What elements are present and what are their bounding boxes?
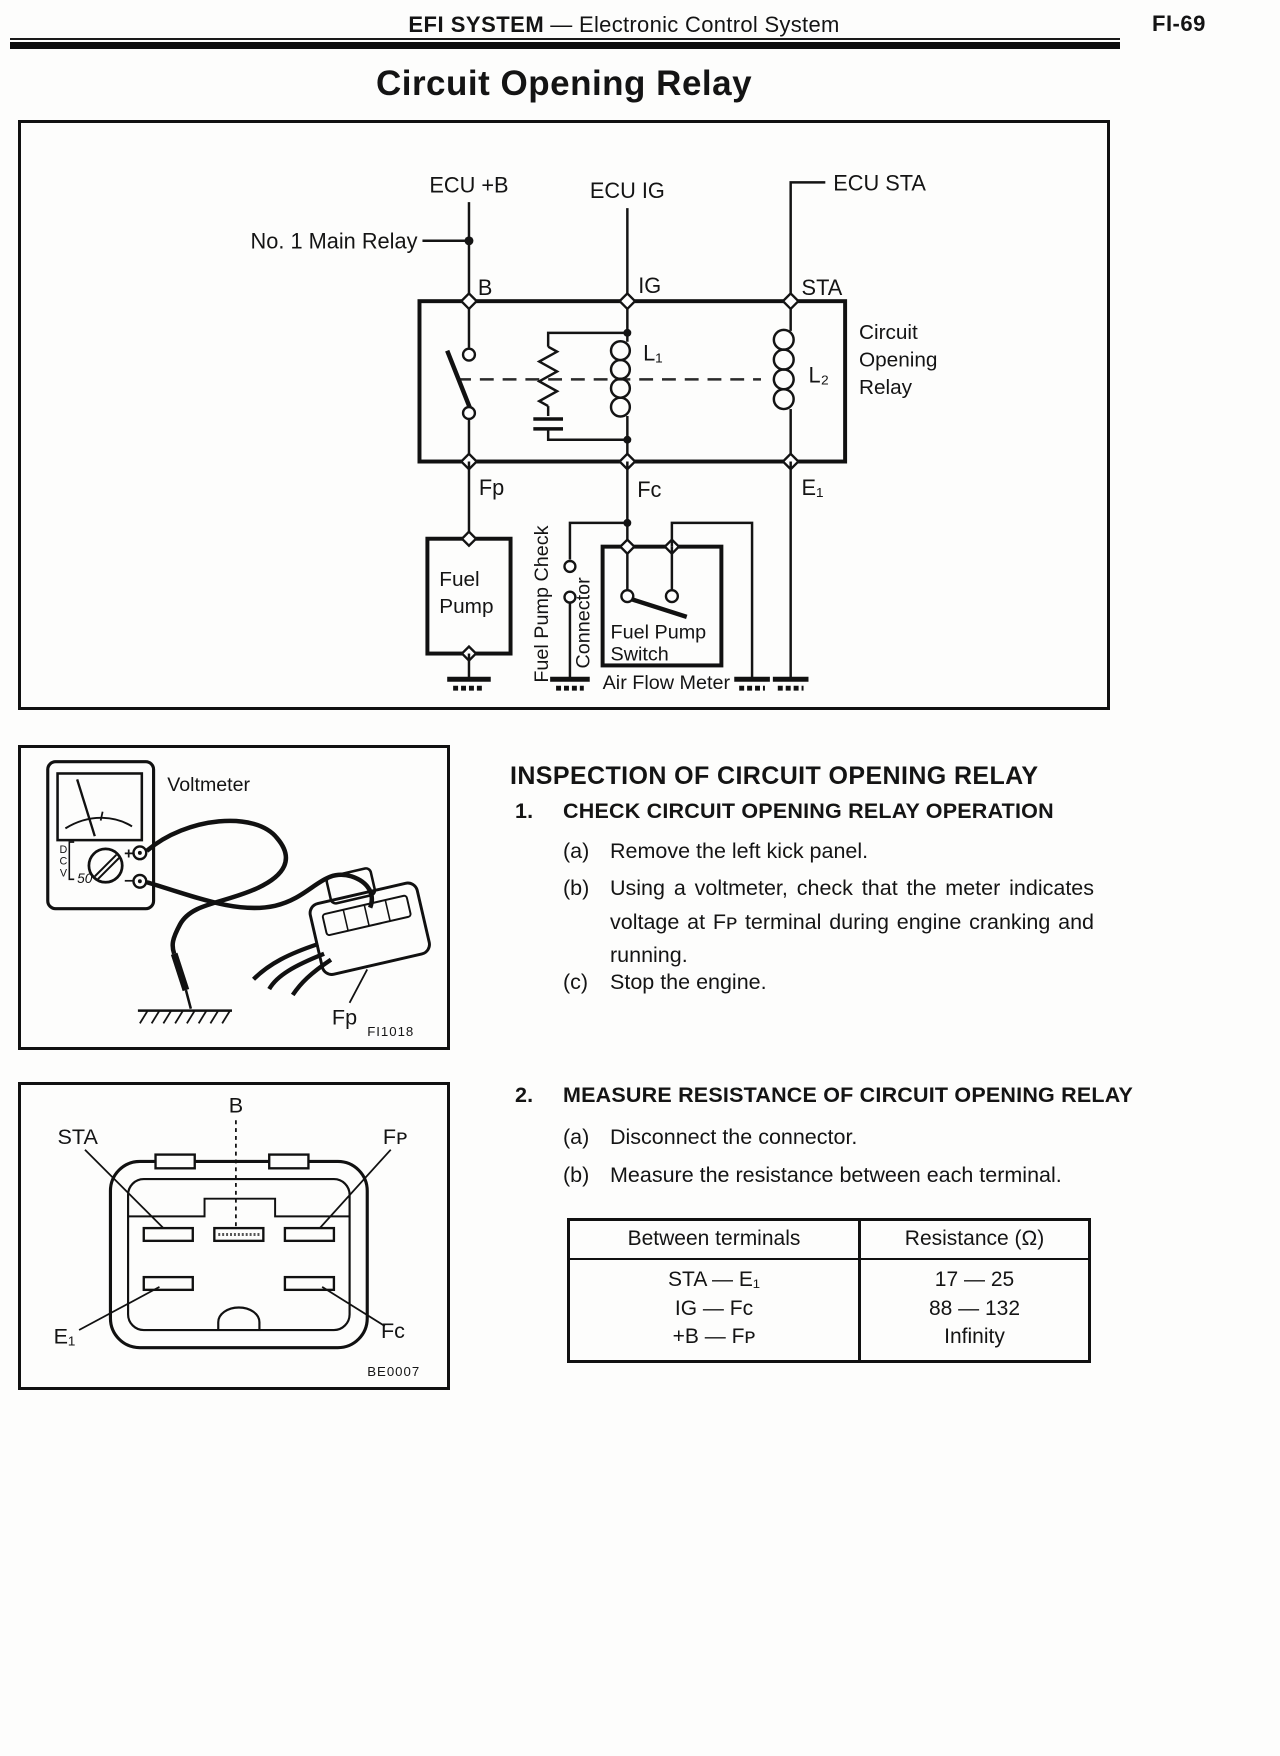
step2b-text: Measure the resistance between each terminal. [610, 1163, 1062, 1187]
l1-loop1 [611, 341, 630, 360]
table-header-resistance: Resistance (Ω) [904, 1227, 1045, 1250]
table-header-row [570, 1221, 1088, 1260]
fuel-pump-switch-label-line1: Fuel Pump [610, 621, 707, 644]
figure-id: BE0007 [367, 1364, 421, 1380]
header-rule-thick [10, 42, 1120, 49]
slot-fp [285, 1228, 334, 1241]
fp-terminal-label: Fᴘ [382, 1123, 408, 1149]
dcv-letter-v: V [59, 867, 68, 880]
fc-leader-line [322, 1287, 385, 1326]
dcv-letter-c: C [59, 855, 68, 868]
table-cell: +B — Fᴘ [672, 1325, 756, 1348]
range-dial-slot1 [95, 855, 117, 877]
dcv-letter-d: D [59, 843, 68, 856]
terminal-sta-label: STA [801, 275, 843, 301]
circuit-diagram [21, 123, 1107, 707]
ecu-b-label: ECU +B [429, 172, 509, 198]
minus-terminal-label: − [124, 873, 134, 891]
switch-box-junction-left [620, 540, 634, 554]
probe-body [174, 954, 186, 990]
minus-terminal-dot [138, 879, 142, 883]
table-body [570, 1260, 1088, 1360]
e1-leader-line [79, 1287, 159, 1330]
resistor [539, 347, 557, 406]
slot-fc [285, 1277, 334, 1290]
rc-wire-top [548, 333, 627, 347]
switch2-contact-right [666, 590, 678, 602]
step1a-text: Remove the left kick panel. [610, 839, 869, 863]
slot-sta [144, 1228, 193, 1241]
connector-terminal-diagram [21, 1085, 441, 1381]
l1-label: L₁ [643, 340, 663, 366]
page-number: FI-69 [1152, 11, 1206, 36]
fp-terminal-label: Fp [331, 1004, 358, 1030]
check-connector-contact-top [564, 561, 575, 572]
junction-ig [620, 293, 635, 308]
terminal-e1-label: E₁ [801, 475, 824, 501]
voltmeter-illustration [21, 748, 441, 1041]
plus-terminal-dot [138, 851, 142, 855]
voltmeter-tick [101, 812, 103, 821]
page-title: Circuit Opening Relay [375, 64, 753, 103]
junction-sta [783, 293, 798, 308]
section-title: INSPECTION OF CIRCUIT OPENING RELAY [510, 762, 1039, 790]
relay-name-line2: Opening [858, 348, 938, 372]
relay-box [419, 301, 845, 461]
terminal-ig-label: IG [638, 273, 662, 299]
connector-outline [110, 1161, 367, 1347]
plus-terminal-label: + [124, 845, 134, 863]
fuel-pump-switch-label-line2: Switch [610, 643, 669, 666]
voltmeter-figure [18, 745, 450, 1050]
step2-number: 2. [515, 1083, 534, 1107]
circuit-diagram-figure [18, 120, 1110, 710]
step2a-text: Disconnect the connector. [610, 1125, 858, 1149]
header-rule-thin [10, 38, 1120, 40]
fuel-pump-label-line2: Pump [439, 594, 494, 618]
step1-heading: CHECK CIRCUIT OPENING RELAY OPERATION [563, 799, 1054, 823]
table-cell: Infinity [944, 1325, 1005, 1348]
step1c-text: Stop the engine. [610, 970, 767, 994]
e1-terminal-label: E₁ [53, 1323, 76, 1349]
voltmeter-needle [77, 779, 95, 836]
l2-loop4 [774, 389, 794, 409]
terminal-fc-label: Fc [637, 477, 662, 503]
range-dial-slot2 [98, 858, 120, 880]
voltmeter-screen [58, 773, 142, 840]
relay-name-line1: Circuit [858, 320, 918, 344]
step1a-label: (a) [563, 839, 590, 863]
voltmeter-label: Voltmeter [167, 774, 251, 797]
fc-terminal-label: Fᴄ [380, 1317, 405, 1343]
air-flow-meter-label: Air Flow Meter [602, 672, 731, 695]
switch-contact-top [463, 349, 475, 361]
table-cell: STA — E₁ [668, 1268, 760, 1291]
l1-loop4 [611, 398, 630, 417]
connector-label: Connector [572, 577, 595, 669]
figure-id: FI1018 [367, 1024, 415, 1040]
connector-terminals-figure [18, 1082, 450, 1390]
check-connector-wire [570, 523, 627, 560]
l2-label: L₂ [808, 362, 830, 388]
header-subtitle: — Electronic Control System [550, 12, 840, 37]
l1-loop3 [611, 379, 630, 398]
resistance-table [567, 1218, 1091, 1363]
table-header-terminals: Between terminals [570, 1221, 861, 1258]
main-relay-label: No. 1 Main Relay [250, 228, 418, 254]
header [408, 12, 839, 38]
table-cell: 88 — 132 [928, 1296, 1021, 1320]
ecu-ig-label: ECU IG [589, 178, 665, 204]
main-relay-junction [465, 236, 474, 245]
step2-heading: MEASURE RESISTANCE OF CIRCUIT OPENING RELAY [563, 1083, 1134, 1107]
b-terminal-label: B [228, 1092, 244, 1118]
voltmeter-scale-arc [65, 818, 132, 829]
connector-tab-left [156, 1155, 195, 1169]
step1b-label: (b) [563, 876, 590, 900]
fuel-pump-label-line1: Fuel [439, 568, 480, 592]
ecu-sta-label: ECU STA [833, 170, 926, 196]
fuel-pump-top-junction [462, 532, 476, 546]
slot-e1 [144, 1277, 193, 1290]
table-column-resistance [861, 1260, 1088, 1360]
table-cell: IG — Fᴄ [674, 1296, 754, 1320]
step2b-label: (b) [563, 1163, 590, 1187]
range-label: 50 [77, 871, 93, 887]
connector-inner-step [128, 1199, 350, 1217]
connector-notch [218, 1307, 259, 1330]
terminal-fp-label: Fp [478, 475, 505, 501]
connector-drawing [303, 858, 432, 976]
l1-loop2 [611, 360, 630, 379]
switch-contact-bottom [463, 407, 475, 419]
terminal-b-label: B [477, 275, 493, 301]
ground-hatching [140, 1011, 230, 1024]
step1b-text: Using a voltmeter, check that the meter indicates voltage at Fᴘ terminal during engine cranking and running. [610, 876, 1094, 967]
fp-leader-line [350, 969, 368, 1002]
l2-loop2 [774, 350, 794, 370]
junction-b [461, 293, 476, 308]
header-section: EFI SYSTEM [408, 12, 545, 37]
table-cell: 17 — 25 [934, 1268, 1015, 1291]
step1-number: 1. [515, 799, 534, 823]
step2a-label: (a) [563, 1125, 590, 1149]
fuel-pump-check-label: Fuel Pump Check [531, 525, 554, 683]
sta-terminal-label: STA [57, 1123, 98, 1149]
relay-name-line3: Relay [858, 376, 913, 400]
l2-loop3 [774, 369, 794, 389]
step1c-label: (c) [563, 970, 589, 994]
table-column-terminals [570, 1260, 861, 1360]
connector-tab-right [269, 1155, 308, 1169]
dial-bracket [69, 842, 74, 879]
switch2-blade [631, 599, 686, 617]
l2-loop1 [774, 330, 794, 350]
probe-tip [186, 990, 191, 1009]
